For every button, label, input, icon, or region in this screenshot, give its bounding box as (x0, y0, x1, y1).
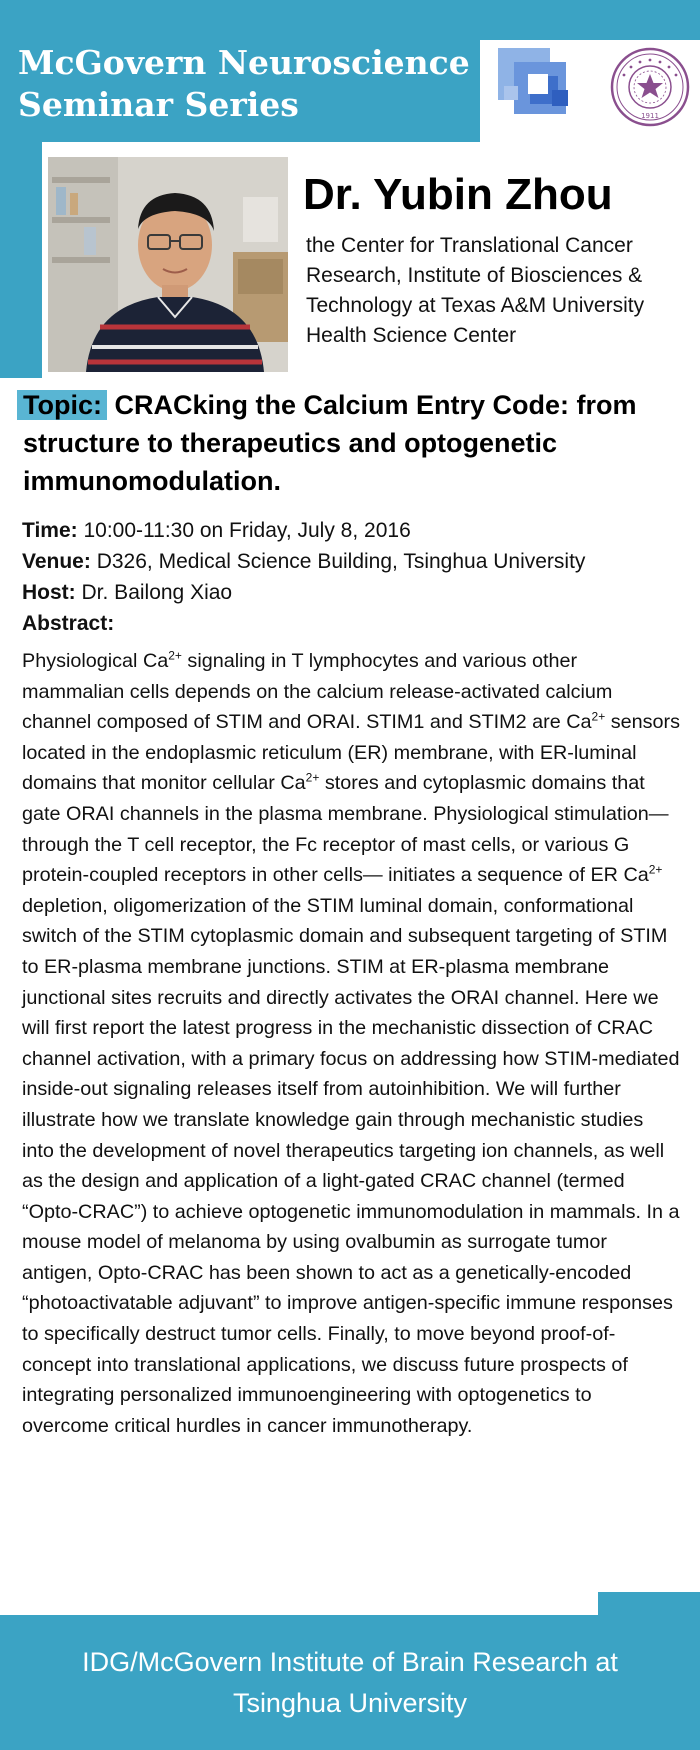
host-row (22, 577, 692, 608)
footer-step-band (598, 1592, 700, 1617)
speaker-photo (48, 157, 288, 372)
abstract-segment: depletion, oligomerization of the STIM luminal domain, conformational switch of the STIM cytoplasmic domain and subsequent targeting of STIM to ER-plasma membrane junctions. STIM at ER-plasma membrane junctional sites recruits and directly activates the ORAI channel. Here we will first report the latest progress in the mechanistic dissection of CRAC channel activation, with a primary focus on addressing how STIM-mediated inside-out signaling releases itself from autoinhibition. We will further illustrate how we translate knowledge gain through mechanistic studies into the development of novel therapeutics targeting ion channels, as well as the design and application of a light-gated CRAC channel (termed “Opto-CRAC”) to achieve optogenetic immunomodulation in mammals. In a mouse model of melanoma by using ovalbumin as surrogate tumor antigen, Opto-CRAC has been shown to act as a genetically-encoded “photoactivatable adjuvant” to improve antigen-specific immune responses to specifically destruct tumor cells. Finally, to move beyond proof-of-concept into translational applications, we discuss future prospects of integrating personalized immunoengineering with optogenetics to overcome critical hurdles in cancer immunotherapy. (22, 894, 680, 1437)
left-accent-band (0, 142, 42, 378)
abstract-segment: Physiological Ca (22, 650, 169, 672)
time-label: Time: (22, 519, 78, 542)
logo-group (490, 42, 695, 140)
abstract-label: Abstract: (22, 612, 115, 635)
host-value: Dr. Bailong Xiao (81, 581, 233, 604)
svg-text:1911: 1911 (641, 112, 659, 120)
venue-row (22, 546, 692, 577)
superscript: 2+ (591, 709, 606, 724)
venue-label: Venue: (22, 550, 91, 573)
host-label: Host: (22, 581, 76, 604)
topic-label: Topic: (17, 390, 107, 420)
tsinghua-seal-icon (612, 49, 688, 125)
footer-line-1: IDG/McGovern Institute of Brain Research at (82, 1647, 618, 1677)
footer-line-2: Tsinghua University (232, 1688, 468, 1718)
time-value: 10:00-11:30 on Friday, July 8, 2016 (83, 519, 411, 542)
abstract-segment: stores and cytoplasmic domains that gate ORAI channels in the plasma membrane. Physiological stimulation— through the T cell receptor, the Fc receptor of mast cells, or various G protein-coupled receptors in other cells— initiates a sequence of ER Ca (22, 772, 669, 887)
top-banner (0, 0, 700, 40)
venue-value: D326, Medical Science Building, Tsinghua University (96, 550, 586, 573)
event-details (22, 515, 692, 639)
speaker-affiliation: the Center for Translational Cancer Research, Institute of Biosciences & Technology at Texas A&M University Health Science Center (306, 234, 645, 347)
time-row (22, 515, 692, 546)
series-title: McGovern Neuroscience Seminar Series (18, 43, 470, 124)
footer-institution (20, 1642, 680, 1724)
abstract-segment: sensors located in the endoplasmic reticulum (ER) membrane, with ER-luminal domains that monitor cellular Ca (22, 711, 680, 795)
abstract-heading (22, 608, 692, 639)
seminar-topic (23, 386, 693, 500)
superscript: 2+ (305, 770, 320, 785)
abstract-segment: signaling in T lymphocytes and various other mammalian cells depends on the calcium release-activated calcium channel composed of STIM and ORAI. STIM1 and STIM2 are Ca (22, 650, 613, 734)
superscript: 2+ (168, 648, 182, 663)
topic-title: CRACking the Calcium Entry Code: from structure to therapeutics and optogenetic immunomodulation. (23, 390, 637, 496)
superscript: 2+ (648, 862, 663, 877)
speaker-name: Dr. Yubin Zhou (303, 170, 613, 219)
abstract-text (22, 646, 680, 1441)
